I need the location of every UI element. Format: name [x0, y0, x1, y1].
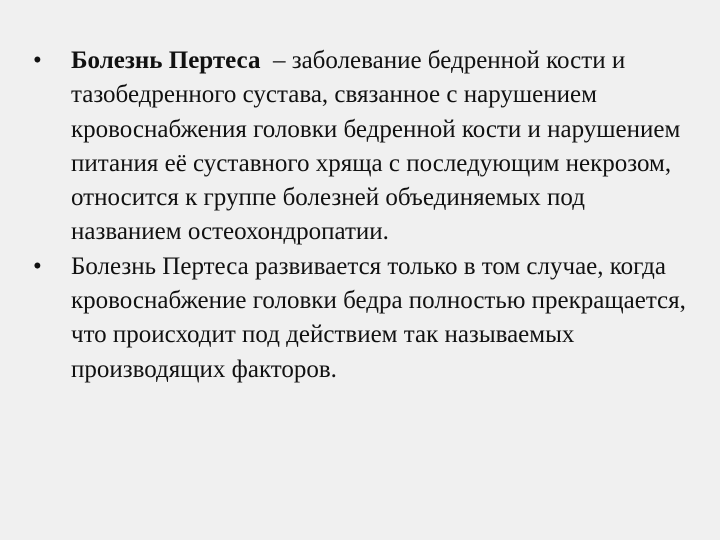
bullet-text: Болезнь Пертеса развивается только в том случае, когда кровоснабжение головки бедра полностью прекращается, что происходит под действием так называемых производящих факторов.	[71, 252, 686, 383]
bullet-marker: •	[33, 252, 42, 280]
bullet-marker: •	[33, 47, 42, 74]
bullet-item-definition	[33, 44, 693, 250]
slide-body	[33, 44, 693, 387]
bullet-item-cause	[33, 250, 693, 387]
bullet-text: – заболевание бедренной кости и тазобедренного сустава, связанное с нарушением кровоснабжения головки бедренной кости и нарушением питания её суставного хряща с последующим некрозом, относится к группе болезней объединяемых под названием остеохондропатии.	[71, 47, 687, 246]
bullet-term: Болезнь Пертеса	[71, 47, 261, 74]
